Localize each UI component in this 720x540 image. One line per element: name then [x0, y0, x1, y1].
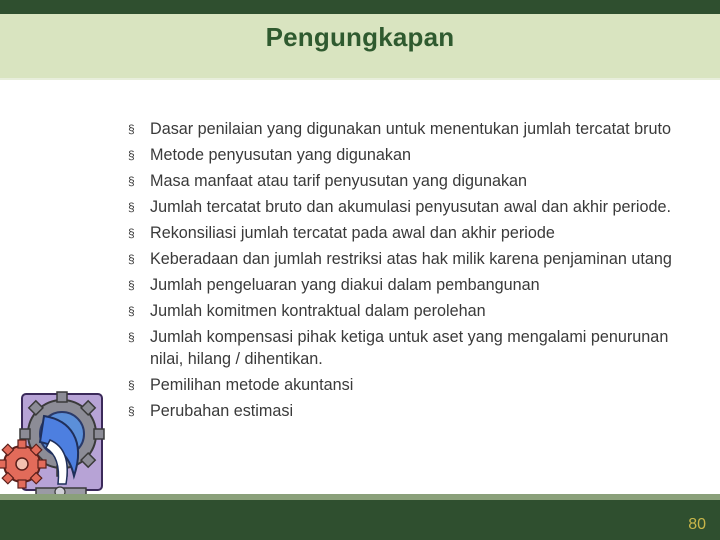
- bullet-icon: §: [128, 122, 135, 136]
- list-item-text: Dasar penilaian yang digunakan untuk menentukan jumlah tercatat bruto: [150, 120, 672, 138]
- bullet-icon: §: [128, 330, 135, 344]
- list-item: [128, 196, 698, 218]
- list-item-text: Keberadaan dan jumlah restriksi atas hak milik karena penjaminan utang: [150, 250, 672, 268]
- bullet-icon: §: [128, 278, 135, 292]
- footer-bar: [0, 500, 720, 540]
- list-item-text: Pemilihan metode akuntansi: [150, 376, 354, 394]
- list-item: [128, 170, 698, 192]
- bullet-icon: §: [128, 148, 135, 162]
- bullet-list: [128, 118, 698, 422]
- bullet-icon: §: [128, 378, 135, 392]
- list-item: [128, 274, 698, 296]
- top-bar: [0, 0, 720, 14]
- bullet-icon: §: [128, 200, 135, 214]
- list-item: [128, 374, 698, 396]
- bullet-icon: §: [128, 174, 135, 188]
- list-item-text: Jumlah tercatat bruto dan akumulasi penyusutan awal dan akhir periode.: [150, 198, 672, 216]
- list-item: [128, 300, 698, 322]
- list-item: [128, 118, 698, 140]
- list-item-text: Jumlah pengeluaran yang diakui dalam pembangunan: [150, 276, 540, 294]
- page-number: 80: [688, 516, 706, 533]
- slide-title: Pengungkapan: [265, 22, 455, 52]
- list-item: [128, 222, 698, 244]
- list-item-text: Rekonsiliasi jumlah tercatat pada awal dan akhir periode: [150, 224, 555, 242]
- list-item: [128, 144, 698, 166]
- bullet-icon: §: [128, 404, 135, 418]
- list-item-text: Perubahan estimasi: [150, 402, 294, 420]
- list-item-text: Jumlah kompensasi pihak ketiga untuk aset yang mengalami penurunan nilai, hilang / dihentikan.: [150, 328, 669, 368]
- list-item: [128, 248, 698, 270]
- list-item-text: Masa manfaat atau tarif penyusutan yang digunakan: [150, 172, 528, 190]
- list-item: [128, 400, 698, 422]
- bullet-content: [128, 118, 698, 426]
- bullet-icon: §: [128, 304, 135, 318]
- bullet-icon: §: [128, 252, 135, 266]
- list-item-text: Jumlah komitmen kontraktual dalam perolehan: [150, 302, 486, 320]
- gears-machine-icon: [0, 380, 112, 506]
- list-item-text: Metode penyusutan yang digunakan: [150, 146, 411, 164]
- list-item: [128, 326, 698, 370]
- title-divider: [0, 78, 720, 80]
- bullet-icon: §: [128, 226, 135, 240]
